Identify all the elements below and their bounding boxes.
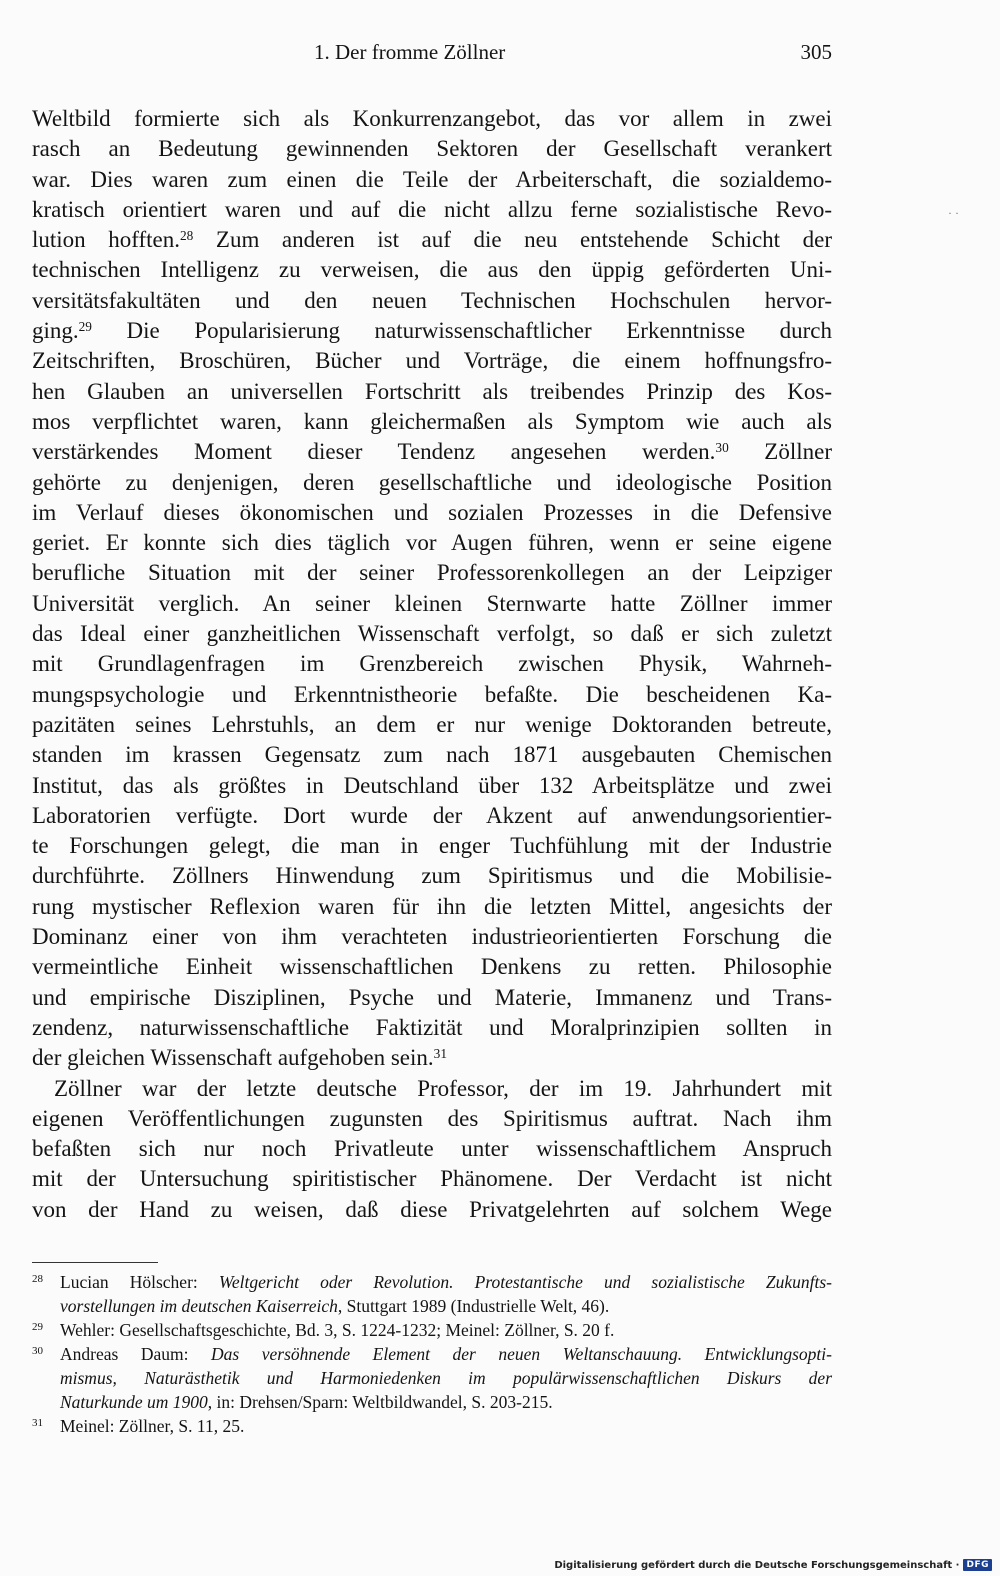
footnote-31: 31 Meinel: Zöllner, S. 11, 25. (32, 1416, 245, 1436)
text-line: der gleichen Wissenschaft aufgehoben sein.$^{31}$ (32, 1045, 447, 1071)
text-line: standen im krassen Gegensatz zum nach 1871 ausgebauten Chemischen (32, 742, 832, 768)
footnote-ref-31: 31 (433, 1045, 447, 1061)
text-line: rasch an Bedeutung gewinnenden Sektoren der Gesellschaft verankert (32, 136, 832, 162)
text-line: befaßten sich nur noch Privatleute unter wissenschaftlichem Anspruch (32, 1136, 832, 1162)
paragraph-2 (32, 1074, 832, 1225)
text-line: te Forschungen gelegt, die man in enger Tuchfühlung mit der Industrie (32, 833, 832, 859)
footnote-30: 30 Andreas Daum: Das versöhnende Element der neuen Weltanschauung. Entwicklungsopti- mismus, Naturästhetik und Harmoniedenken im populärwissenschaftlichen Diskurs der Naturkunde um 1900, in: Drehsen/Sparn: Weltbildwandel, S. 203-215. (32, 1344, 832, 1412)
text-line: mos verpflichtet waren, kann gleichermaßen als Symptom wie auch als (32, 408, 832, 434)
text-line: zendenz, naturwissenschaftliche Faktizität und Moralprinzipien sollten in (32, 1014, 832, 1040)
footnote-29: 29 Wehler: Gesellschaftsgeschichte, Bd. 3, S. 1224-1232; Meinel: Zöllner, S. 20 f. (32, 1320, 615, 1340)
text-line: mungspsychologie und Erkenntnistheorie befaßte. Die bescheidenen Ka- (32, 681, 832, 707)
text-line: und empirische Disziplinen, Psyche und Materie, Immanenz und Trans- (32, 984, 832, 1010)
footnote-number: 29 (32, 1321, 43, 1333)
text-line: hen Glauben an universellen Fortschritt als treibendes Prinzip des Kos- (32, 378, 832, 404)
footnotes (32, 1270, 832, 1438)
text-line: im Verlauf dieses ökonomischen und sozialen Prozesses in die Defensive (32, 499, 832, 525)
running-title: 1. Der fromme Zöllner (314, 40, 506, 64)
footnote-ref-29: 29 (78, 318, 92, 334)
text-line: technischen Intelligenz zu verweisen, die aus den üppig geförderten Uni- (32, 257, 832, 283)
footnote-number: 31 (32, 1417, 43, 1429)
dfg-logo: DFG (963, 1559, 992, 1571)
text-line: verstärkendes Moment dieser Tendenz angesehen werden.$^{30}$ Zöllner (32, 439, 832, 465)
text-line: von der Hand zu weisen, daß diese Privatgelehrten auf solchem Wege (32, 1196, 832, 1222)
footnote-separator (32, 1262, 158, 1263)
text-line: Universität verglich. An seiner kleinen Sternwarte hatte Zöllner immer (32, 590, 832, 616)
text-line: Zöllner war der letzte deutsche Professor, der im 19. Jahrhundert mit (54, 1075, 832, 1101)
text-line: vermeintliche Einheit wissenschaftlichen Denkens zu retten. Philosophie (32, 954, 832, 980)
margin-marks: · · (948, 206, 959, 220)
text-line: Dominanz einer von ihm verachteten industrieorientierten Forschung die (32, 924, 832, 950)
footnote-number: 30 (32, 1345, 43, 1357)
footnote-28: 28 Lucian Hölscher: Weltgericht oder Revolution. Protestantische und sozialistische Zukunfts- vorstellungen im deutschen Kaiserreich, Stuttgart 1989 (Industrielle Welt, 46). (32, 1272, 833, 1316)
text-line: berufliche Situation mit der seiner Professorenkollegen an der Leipziger (32, 560, 832, 586)
text-line: Zeitschriften, Broschüren, Bücher und Vorträge, die einem hoffnungsfro- (32, 348, 832, 374)
text-line: mit Grundlagenfragen im Grenzbereich zwischen Physik, Wahrneh- (32, 651, 832, 677)
text-line: lution hofften.$^{28}$ Zum anderen ist auf die neu entstehende Schicht der (32, 227, 832, 253)
paragraph-1 (32, 104, 832, 1074)
digitization-banner (554, 1558, 992, 1572)
page-header (32, 40, 832, 70)
text-line: war. Dies waren zum einen die Teile der Arbeiterschaft, die sozialdemo- (32, 166, 832, 192)
footnote-ref-30: 30 (715, 439, 729, 455)
banner-text: Digitalisierung gefördert durch die Deutsche Forschungsgemeinschaft · (554, 1559, 960, 1571)
main-text (32, 104, 832, 1225)
text-line: mit der Untersuchung spiritistischer Phänomene. Der Verdacht ist nicht (32, 1166, 832, 1192)
footnote-number: 28 (32, 1273, 43, 1285)
text-line: geriet. Er konnte sich dies täglich vor Augen führen, wenn er seine eigene (32, 530, 832, 556)
text-line: gehörte zu denjenigen, deren gesellschaftliche und ideologische Position (32, 469, 832, 495)
text-line: Weltbild formierte sich als Konkurrenzangebot, das vor allem in zwei (32, 106, 832, 131)
text-line: Institut, das als größtes in Deutschland über 132 Arbeitsplätze und zwei (32, 772, 832, 798)
text-line: kratisch orientiert waren und auf die nicht allzu ferne sozialistische Revo- (32, 196, 832, 222)
text-line: ging.$^{29}$ Die Popularisierung naturwissenschaftlicher Erkenntnisse durch (32, 318, 832, 344)
text-line: eigenen Veröffentlichungen zugunsten des Spiritismus auftrat. Nach ihm (32, 1105, 832, 1131)
page-number: 305 (800, 40, 832, 64)
text-line: rung mystischer Reflexion waren für ihn die letzten Mittel, angesichts der (32, 893, 832, 919)
text-line: pazitäten seines Lehrstuhls, an dem er nur wenige Doktoranden betreute, (32, 711, 832, 737)
footnote-ref-28: 28 (180, 227, 194, 243)
text-line: versitätsfakultäten und den neuen Technischen Hochschulen hervor- (32, 287, 832, 313)
text-line: durchführte. Zöllners Hinwendung zum Spiritismus und die Mobilisie- (32, 863, 832, 889)
text-line: Laboratorien verfügte. Dort wurde der Akzent auf anwendungsorientier- (32, 802, 832, 828)
text-line: das Ideal einer ganzheitlichen Wissenschaft verfolgt, so daß er sich zuletzt (32, 621, 832, 647)
